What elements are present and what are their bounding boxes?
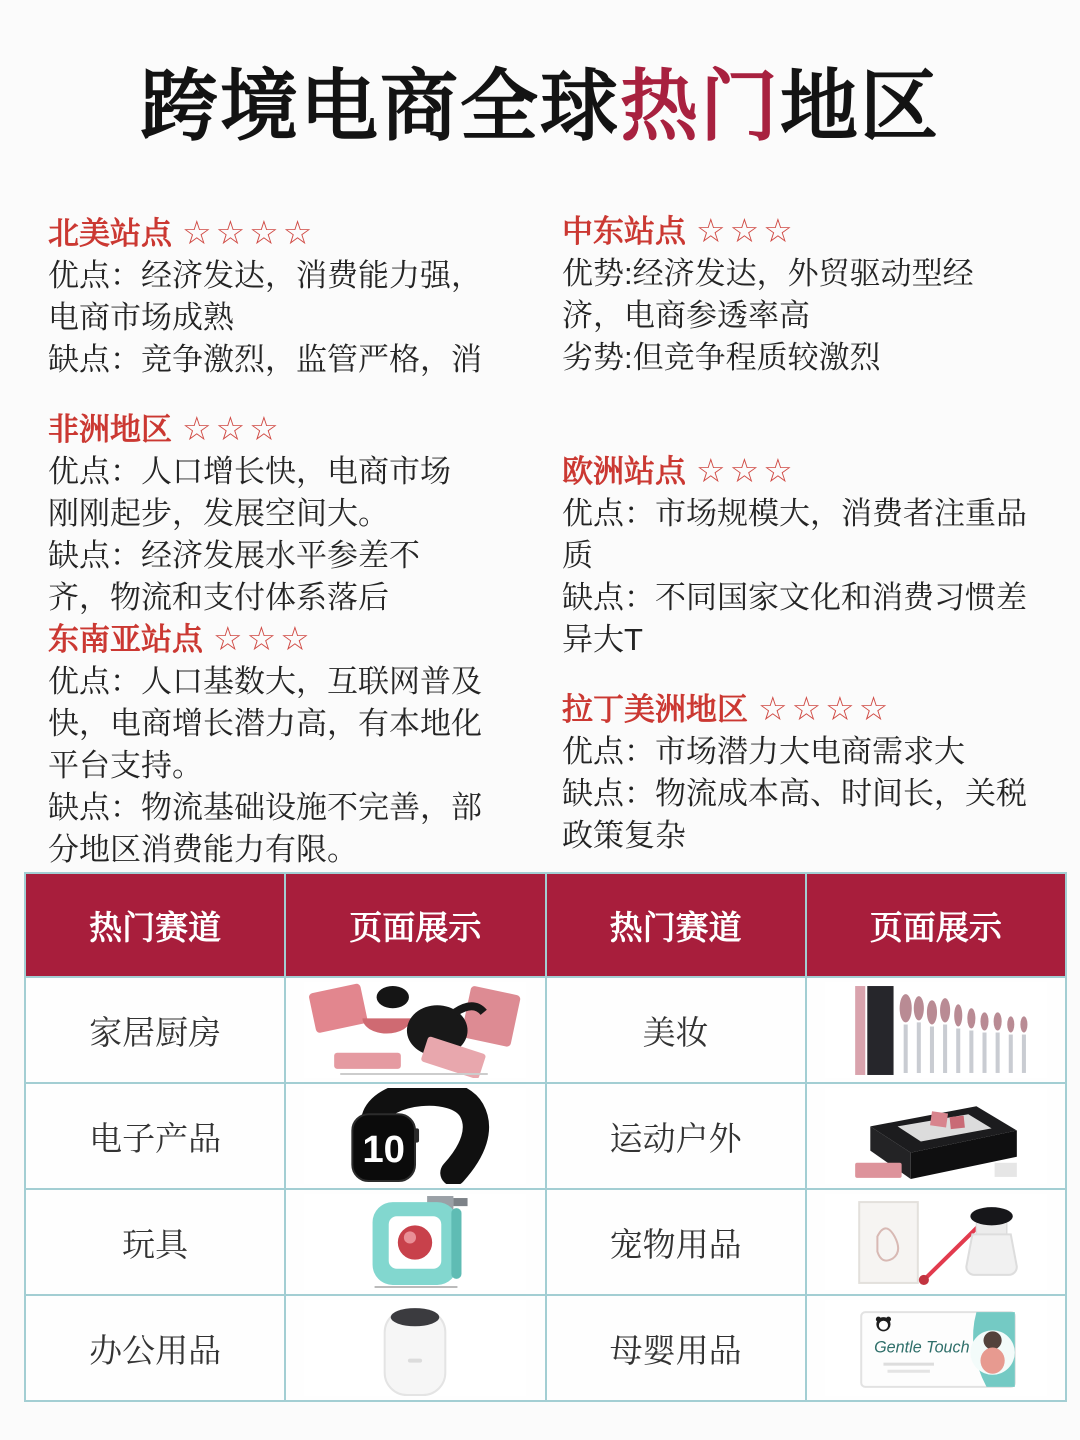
region-section-africa <box>48 408 548 619</box>
page-title-black-left: 跨境电商全球 <box>139 62 620 150</box>
category-cell-office-supplies: 办公用品 <box>25 1295 285 1401</box>
table-header-page-display-right: 页面展示 <box>806 873 1066 977</box>
region-title <box>48 212 548 255</box>
product-image-toys <box>300 1194 530 1290</box>
image-cell-baby-products <box>806 1295 1066 1401</box>
region-name: 中东站点 <box>562 214 686 249</box>
image-cell-sports-outdoor <box>806 1083 1066 1189</box>
region-text-line: 优点：市场规模大，消费者注重品 <box>562 496 1027 531</box>
table-row <box>25 1295 1066 1401</box>
region-text-line: 齐，物流和支付体系落后 <box>48 580 389 615</box>
region-title <box>48 618 548 661</box>
table-header-page-display-left: 页面展示 <box>285 873 545 977</box>
region-name: 欧洲站点 <box>562 454 686 489</box>
region-text-line: 优点：人口基数大，互联网普及 <box>48 664 482 699</box>
product-image-office-supplies <box>300 1300 530 1396</box>
region-title <box>562 688 1062 731</box>
page-title <box>0 44 1080 156</box>
product-image-pet-supplies <box>821 1194 1051 1290</box>
region-name: 非洲地区 <box>48 412 172 447</box>
page-title-highlight: 热门 <box>619 62 780 150</box>
product-image-beauty <box>821 982 1051 1078</box>
region-text-line: 劣势:但竞争程质较激烈 <box>562 340 881 375</box>
image-cell-pet-supplies <box>806 1189 1066 1295</box>
region-text-line: 缺点：不同国家文化和消费习惯差 <box>562 580 1027 615</box>
table-header-hot-track-right: 热门赛道 <box>546 873 806 977</box>
region-section-europe <box>562 450 1062 661</box>
star-rating: ☆☆☆ <box>696 452 797 489</box>
category-cell-toys: 玩具 <box>25 1189 285 1295</box>
diaper-brand-text: Gentle Touch <box>873 1338 970 1357</box>
region-text-line: 缺点：经济发展水平参差不 <box>48 538 420 573</box>
table-row <box>25 1083 1066 1189</box>
star-rating: ☆☆☆ <box>182 410 283 447</box>
image-cell-beauty <box>806 977 1066 1083</box>
region-text-line: 缺点：竞争激烈，监管严格，消 <box>48 342 482 377</box>
region-text-line: 优点：市场潜力大电商需求大 <box>562 734 965 769</box>
region-text-line: 缺点：物流基础设施不完善，部 <box>48 790 482 825</box>
star-rating: ☆☆☆ <box>213 620 314 657</box>
region-title <box>562 210 1062 253</box>
region-text-line: 分地区消费能力有限。 <box>48 832 358 867</box>
product-image-home-kitchen <box>300 982 530 1078</box>
region-text-line: 优点：人口增长快，电商市场 <box>48 454 451 489</box>
region-text-line: 电商市场成熟 <box>48 300 234 335</box>
region-name: 拉丁美洲地区 <box>562 692 748 727</box>
category-cell-beauty: 美妆 <box>546 977 806 1083</box>
region-text-line: 异大T <box>562 622 643 657</box>
table-row <box>25 977 1066 1083</box>
product-image-baby-products <box>821 1300 1051 1396</box>
category-cell-sports-outdoor: 运动户外 <box>546 1083 806 1189</box>
region-section-latin-america <box>562 688 1062 857</box>
region-text-line: 平台支持。 <box>48 748 203 783</box>
star-rating: ☆☆☆☆ <box>182 214 317 251</box>
region-text-line: 快，电商增长潜力高，有本地化 <box>48 706 482 741</box>
region-title <box>562 450 1062 493</box>
region-section-southeast-asia <box>48 618 548 871</box>
page-title-black-right: 地区 <box>780 62 941 150</box>
watch-face-text: 10 <box>362 1127 406 1171</box>
region-section-north-america <box>48 212 548 381</box>
category-cell-electronics: 电子产品 <box>25 1083 285 1189</box>
region-text-line: 政策复杂 <box>562 818 686 853</box>
image-cell-electronics <box>285 1083 545 1189</box>
category-cell-home-kitchen: 家居厨房 <box>25 977 285 1083</box>
region-text-line: 刚刚起步，发展空间大。 <box>48 496 389 531</box>
category-table <box>24 872 1067 1402</box>
region-text-line: 优势:经济发达，外贸驱动型经 <box>562 256 974 291</box>
table-header-row <box>25 873 1066 977</box>
region-text-line: 济，电商参透率高 <box>562 298 810 333</box>
category-cell-pet-supplies: 宠物用品 <box>546 1189 806 1295</box>
region-text-line: 缺点：物流成本高、时间长，关税 <box>562 776 1027 811</box>
category-cell-baby-products: 母婴用品 <box>546 1295 806 1401</box>
image-cell-toys <box>285 1189 545 1295</box>
star-rating: ☆☆☆☆ <box>758 690 893 727</box>
image-cell-home-kitchen <box>285 977 545 1083</box>
region-text-line: 优点：经济发达，消费能力强， <box>48 258 482 293</box>
region-section-middle-east <box>562 210 1062 379</box>
region-text-line: 质 <box>562 538 593 573</box>
table-row <box>25 1189 1066 1295</box>
region-name: 东南亚站点 <box>48 622 203 657</box>
image-cell-office-supplies <box>285 1295 545 1401</box>
table-header-hot-track-left: 热门赛道 <box>25 873 285 977</box>
product-image-sports-outdoor <box>821 1088 1051 1184</box>
product-image-electronics <box>300 1088 530 1184</box>
star-rating: ☆☆☆ <box>696 212 797 249</box>
region-name: 北美站点 <box>48 216 172 251</box>
region-title <box>48 408 548 451</box>
